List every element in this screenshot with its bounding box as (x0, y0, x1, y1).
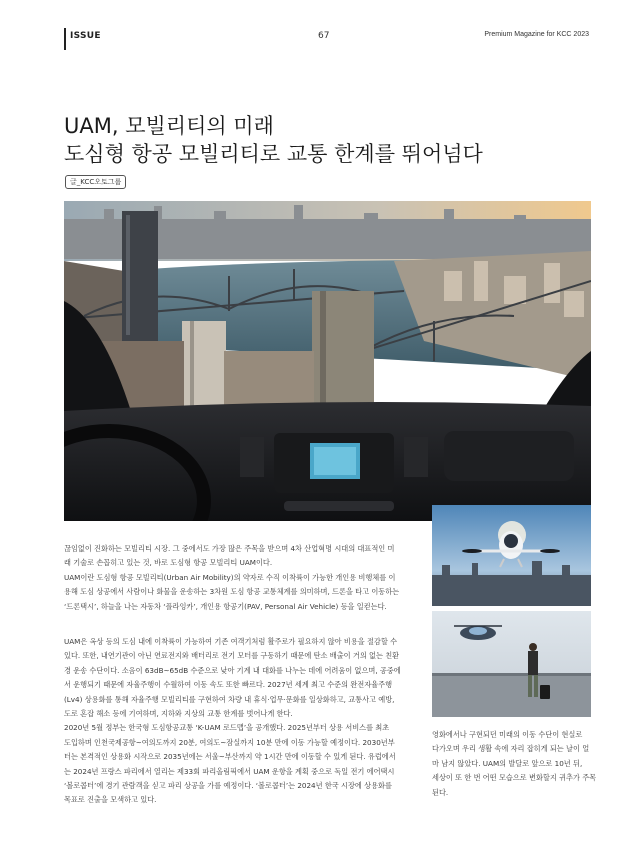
text-line: 도로 혼잡 해소 등에 기여하며, 지하와 지상의 교통 한계를 벗어나게 한다. (64, 709, 293, 719)
paragraph-conclusion (432, 728, 597, 800)
text-line: 세상이 또 한 번 어떤 모습으로 변화할지 귀추가 주목 (432, 773, 597, 783)
text-line: UAM은 옥상 등의 도심 내에 이착륙이 가능하여 기존 여객기처럼 활주로가 필요하지 않아 비용을 절감할 수 (64, 637, 398, 646)
text-line: 마 남지 않았다. UAM의 발달로 앞으로 10년 뒤, (432, 758, 583, 768)
title-line-1: UAM, 모빌리티의 미래 (64, 114, 274, 138)
text-line: ‘볼로콥터’에 경기 관람객을 싣고 파리 상공을 가를 예정이다. ‘볼로콥터’는 2024년 한국 시장에 상용화를 (64, 781, 392, 791)
text-line: 서 운행되기 때문에 자율주행이 수월하여 이동 속도 또한 빠르다. 2027년 세계 최고 수준의 완전자율주행 (64, 680, 393, 690)
magazine-name: Premium Magazine for KCC 2023 (484, 31, 589, 38)
text-line: 있다. 또한, 내연기관이 아닌 연료전지와 배터리로 전기 모터를 구동하기 때문에 탄소 배출이 거의 없는 친환 (64, 651, 400, 661)
text-line: 된다. (432, 787, 449, 797)
text-line: 터는 본격적인 상용화 시작으로 2035년에는 서울~부산까지 약 1시간 만에 이동할 수 있게 된다. 유럽에서 (64, 752, 396, 762)
text-line: 경 운송 수단이다. 소음이 63dB~65dB 수준으로 낮아 기계 내 대화를 나누는 데에 어려움이 없으며, 공중에 (64, 665, 401, 675)
main-photo-city-windshield (64, 201, 591, 521)
issue-label: ISSUE (70, 31, 101, 41)
title-line-2: 도심형 항공 모빌리티로 교통 한계를 뛰어넘다 (64, 142, 483, 166)
page-number: 67 (318, 31, 330, 41)
text-line: 2020년 5월 정부는 한국형 도심항공교통 ‘K-UAM 로드맵’을 공개했다. 2025년부터 상용 서비스를 최초 (64, 723, 390, 733)
article-title (64, 112, 584, 168)
text-line: 끊임없이 진화하는 모빌리티 시장. 그 중에서도 가장 많은 주목을 받으며 4차 산업혁명 시대의 대표적인 미 (64, 544, 395, 553)
page-header (0, 0, 637, 60)
text-line: 다가오며 우리 생활 속에 자리 잡히게 되는 날이 얼 (432, 744, 590, 754)
side-photo-traveler-air-taxi (432, 611, 591, 717)
text-line: (Lv4) 상용화를 통해 자율주행 모빌리티를 구현하여 차량 내 휴식·업무·문화를 일상화하고, 교통사고 예방, (64, 694, 395, 704)
text-line: ‘드론택시’, 하늘을 나는 자동차 ‘플라잉카’, 개인용 항공기(PAV, Personal Air Vehicle) 등을 일컫는다. (64, 601, 387, 611)
text-line: 도입하며 인천국제공항~여의도까지 20분, 여의도~잠실까지 10분 만에 이동 가능할 예정이다. 2030년부 (64, 737, 395, 747)
text-line: UAM이란 도심형 항공 모빌리티(Urban Air Mobility)의 약자로 수직 이착륙이 가능한 개인용 비행체를 이 (64, 572, 396, 582)
text-line: 영화에서나 구현되던 미래의 이동 수단이 현실로 (432, 730, 583, 739)
paragraph-details (64, 635, 424, 808)
side-photo-passenger-drone (432, 505, 591, 606)
text-line: 용해 도심 상공에서 사람이나 화물을 운송하는 3차원 도심 항공 교통체계를 의미하며, 드론을 타고 이동하는 (64, 587, 400, 597)
paragraph-intro (64, 542, 424, 614)
text-line: 는 2024년 프랑스 파리에서 열리는 제33회 파리올림픽에서 UAM 운항을 계획 중으로 독일 전기 에어택시 (64, 766, 395, 776)
issue-marker-bar (64, 28, 66, 50)
text-line: 목표로 진출을 모색하고 있다. (64, 795, 157, 805)
author-tag: 글_KCC오토그룹 (65, 175, 126, 189)
text-line: 래 기술로 손꼽히고 있는 것, 바로 도심형 항공 모빌리티 UAM이다. (64, 558, 273, 568)
